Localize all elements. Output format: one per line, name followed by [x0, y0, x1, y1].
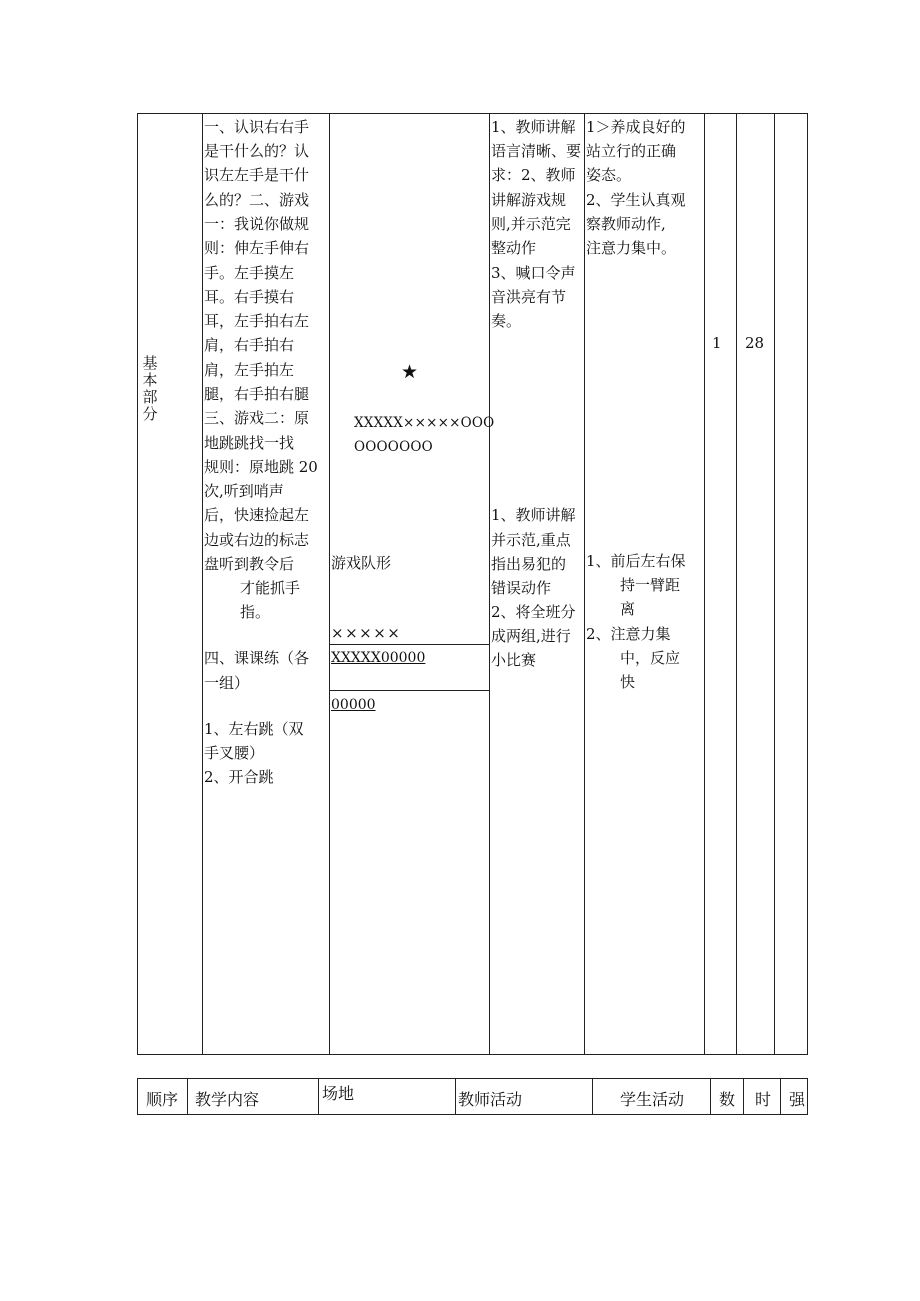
header-col-border	[780, 1078, 781, 1115]
header-content: 教学内容	[195, 1090, 260, 1109]
content-line: 才能抓手	[240, 579, 301, 597]
content-line: 识左左手是干什	[204, 166, 310, 184]
student-line: 持一臂距	[620, 576, 681, 594]
col-border	[736, 113, 737, 1055]
section-char: 基	[142, 354, 158, 372]
header-col-border	[318, 1078, 319, 1115]
col-border	[584, 113, 585, 1055]
header-intensity: 强	[789, 1090, 806, 1109]
student-line: 1＞养成良好的	[586, 118, 686, 136]
content-line: 边或右边的标志	[204, 531, 310, 549]
practice-title: 一组）	[204, 674, 250, 692]
divider	[329, 644, 489, 645]
student-line: 中，反应	[620, 649, 681, 667]
content-line: 三、游戏二：原	[204, 409, 310, 427]
practice-item: 手叉腰）	[204, 744, 265, 762]
header-col-border	[187, 1078, 188, 1115]
practice-item: 1、左右跳（双	[204, 720, 304, 738]
content-line: 一、认识右右手	[204, 118, 310, 136]
student-line: 站立行的正确	[586, 142, 677, 160]
header-time: 时	[755, 1090, 772, 1109]
teacher-line: 小比赛	[491, 651, 537, 669]
content-line: 规则：原地跳 20	[204, 458, 318, 476]
student-line: 1、前后左右保	[586, 552, 686, 570]
content-line: 是干什么的？认	[204, 142, 310, 160]
header-col-border	[455, 1078, 456, 1115]
formation-row: OOOOOOO	[354, 439, 433, 455]
teacher-line: 语言清晰、要	[491, 142, 582, 160]
content-line: 手。左手摸左	[204, 264, 295, 282]
teacher-line: 成两组,进行	[491, 627, 571, 645]
teacher-line: 求：2、教师	[491, 166, 576, 184]
teacher-line: 3、喊口令声	[491, 264, 576, 282]
formation-row: XXXXX00000	[331, 650, 426, 666]
count-value: 1	[712, 334, 722, 352]
header-student: 学生活动	[620, 1090, 685, 1109]
content-line: 盘听到教令后	[204, 555, 295, 573]
header-bottom-border	[137, 1114, 808, 1115]
teacher-line: 并示范,重点	[491, 531, 571, 549]
table-bottom-border	[137, 1054, 808, 1055]
formation-row: ×××××	[331, 624, 402, 642]
header-top-border	[137, 1078, 808, 1079]
header-col-border	[807, 1078, 808, 1115]
teacher-line: 音洪亮有节	[491, 288, 567, 306]
col-border	[329, 113, 330, 1055]
col-border	[704, 113, 705, 1055]
content-line: 指。	[240, 603, 271, 621]
header-col-border	[137, 1078, 138, 1115]
content-line: 则：伸左手伸右	[204, 239, 310, 257]
student-line: 姿态。	[586, 166, 632, 184]
section-char: 部	[142, 388, 158, 406]
teacher-line: 奏。	[491, 312, 522, 330]
header-col-border	[710, 1078, 711, 1115]
content-line: 肩，左手拍左	[204, 361, 295, 379]
teacher-line: 1、教师讲解	[491, 506, 576, 524]
teacher-line: 讲解游戏规	[491, 191, 567, 209]
section-char: 本	[142, 371, 158, 389]
student-line: 2、学生认真观	[586, 191, 686, 209]
content-line: 后，快速捡起左	[204, 506, 310, 524]
student-line: 离	[620, 600, 636, 618]
formation-row: 00000	[331, 697, 376, 713]
table-top-border	[137, 113, 808, 114]
section-char: 分	[142, 405, 158, 423]
content-line: 耳，左手拍右左	[204, 312, 310, 330]
content-line: 么的？二、游戏	[204, 191, 310, 209]
col-border	[489, 113, 490, 1055]
col-border	[202, 113, 203, 1055]
teacher-line: 则,并示范完	[491, 215, 571, 233]
col-border	[774, 113, 775, 1055]
student-line: 察教师动作,	[586, 215, 666, 233]
practice-title: 四、课课练（各	[204, 649, 310, 667]
header-count: 数	[719, 1090, 736, 1109]
header-venue: 场地	[322, 1084, 355, 1103]
header-col-border	[592, 1078, 593, 1115]
teacher-line: 指出易犯的	[491, 555, 567, 573]
teacher-line: 整动作	[491, 239, 537, 257]
teacher-line: 错误动作	[491, 579, 552, 597]
divider	[329, 690, 489, 691]
header-order: 顺序	[146, 1090, 179, 1109]
content-line: 地跳跳找一找	[204, 434, 295, 452]
col-border	[807, 113, 808, 1055]
teacher-line: 1、教师讲解	[491, 118, 576, 136]
practice-item: 2、开合跳	[204, 768, 274, 786]
col-border	[137, 113, 138, 1055]
content-line: 腿，右手拍右腿	[204, 385, 310, 403]
content-line: 肩，右手拍右	[204, 336, 295, 354]
header-teacher: 教师活动	[458, 1090, 523, 1109]
content-line: 一：我说你做规	[204, 215, 310, 233]
student-line: 注意力集中。	[586, 239, 677, 257]
student-line: 快	[620, 673, 636, 691]
student-line: 2、注意力集	[586, 625, 671, 643]
game-formation-label: 游戏队形	[331, 554, 392, 572]
header-col-border	[743, 1078, 744, 1115]
star-icon: ★	[401, 361, 419, 383]
formation-row: XXXXX×××××OOO	[354, 415, 495, 431]
content-line: 耳。右手摸右	[204, 288, 295, 306]
time-value: 28	[745, 334, 765, 352]
teacher-line: 2、将全班分	[491, 603, 576, 621]
content-line: 次,听到哨声	[204, 482, 284, 500]
